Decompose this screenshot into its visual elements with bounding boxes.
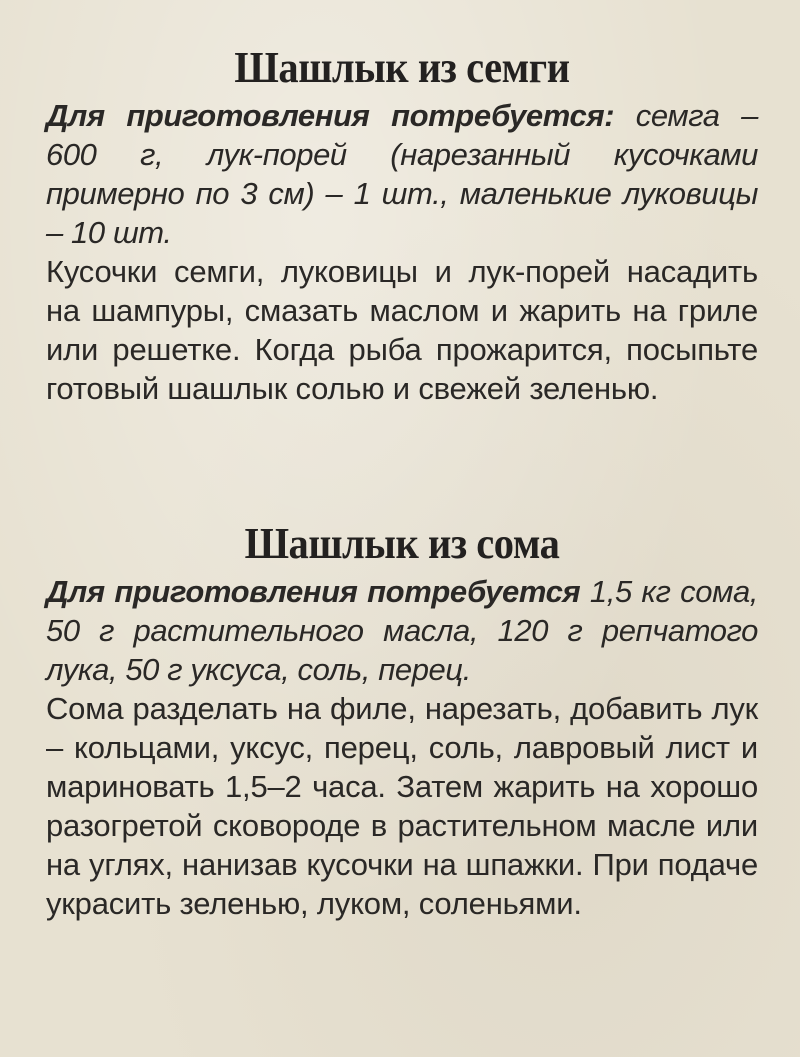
method-paragraph: Кусочки семги, луковицы и лук-порей насадить на шампуры, смазать маслом и жарить на гриле или решетке. Когда рыба прожарится, посыпьте готовый шашлык солью и свежей зеленью. — [46, 254, 758, 406]
ingredients-label: Для приготовления потребуется: — [46, 98, 615, 133]
ingredients-text: семга – 600 г, лук-порей (нарезанный кусочками примерно по 3 см) – 1 шт., маленькие луковицы – 10 шт. — [46, 98, 759, 250]
ingredients-text: 1,5 кг сома, 50 г растительного масла, 120 г репчатого лука, 50 г уксуса, соль, перец. — [46, 574, 758, 687]
method-paragraph: Сома разделать на филе, нарезать, добавить лук – кольцами, уксус, перец, соль, лавровый лист и мариновать 1,5–2 часа. Затем жарить на хорошо разогретой сковороде в растительном масле или на углях, нанизав кусочки на шпажки. При подаче украсить зеленью, луком, соленьями. — [46, 691, 758, 921]
ingredients-label: Для приготовления потребуется — [46, 574, 581, 609]
recipe-title: Шашлык из сома — [244, 519, 560, 568]
recipe-catfish — [46, 516, 758, 923]
ingredients-paragraph — [46, 96, 758, 252]
ingredients-paragraph — [46, 572, 758, 689]
recipe-title: Шашлык из семги — [234, 43, 570, 92]
recipe-salmon — [46, 40, 758, 408]
